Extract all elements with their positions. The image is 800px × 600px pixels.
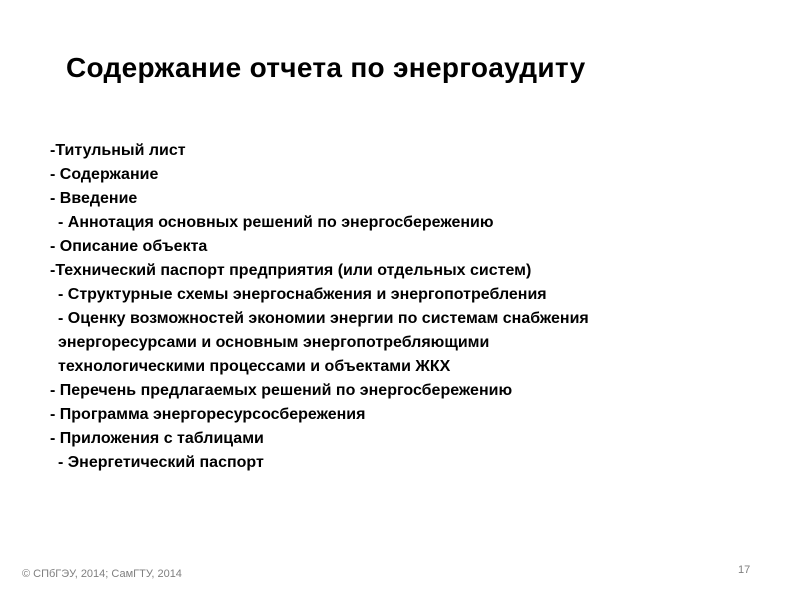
list-item-appendices: - Приложения с таблицами [50, 430, 264, 447]
list-item-structural-schemes: - Структурные схемы энергоснабжения и энергопотребления [58, 286, 547, 303]
contents-list [50, 139, 589, 475]
list-item-savings-assessment-cont-2: технологическими процессами и объектами ЖКХ [58, 358, 451, 375]
list-item-resource-saving-program: - Программа энергоресурсосбережения [50, 406, 366, 423]
list-item-introduction: - Введение [50, 190, 138, 207]
footer-copyright: © СПбГЭУ, 2014; СамГТУ, 2014 [22, 568, 182, 580]
list-item-energy-passport: - Энергетический паспорт [58, 454, 264, 471]
list-item-title-page: -Титульный лист [50, 142, 186, 159]
list-item-contents: - Содержание [50, 166, 159, 183]
list-item-proposed-solutions: - Перечень предлагаемых решений по энергосбережению [50, 382, 513, 399]
slide-title: Содержание отчета по энергоаудиту [66, 52, 586, 83]
list-item-object-description: - Описание объекта [50, 238, 208, 255]
list-item-technical-passport: -Технический паспорт предприятия (или отдельных систем) [50, 262, 532, 279]
page-number: 17 [738, 564, 751, 576]
list-item-annotation: - Аннотация основных решений по энергосбережению [58, 214, 494, 231]
list-item-savings-assessment-cont-1: энергоресурсами и основным энергопотребляющими [58, 334, 490, 351]
list-item-savings-assessment: - Оценку возможностей экономии энергии по системам снабжения [58, 310, 589, 327]
